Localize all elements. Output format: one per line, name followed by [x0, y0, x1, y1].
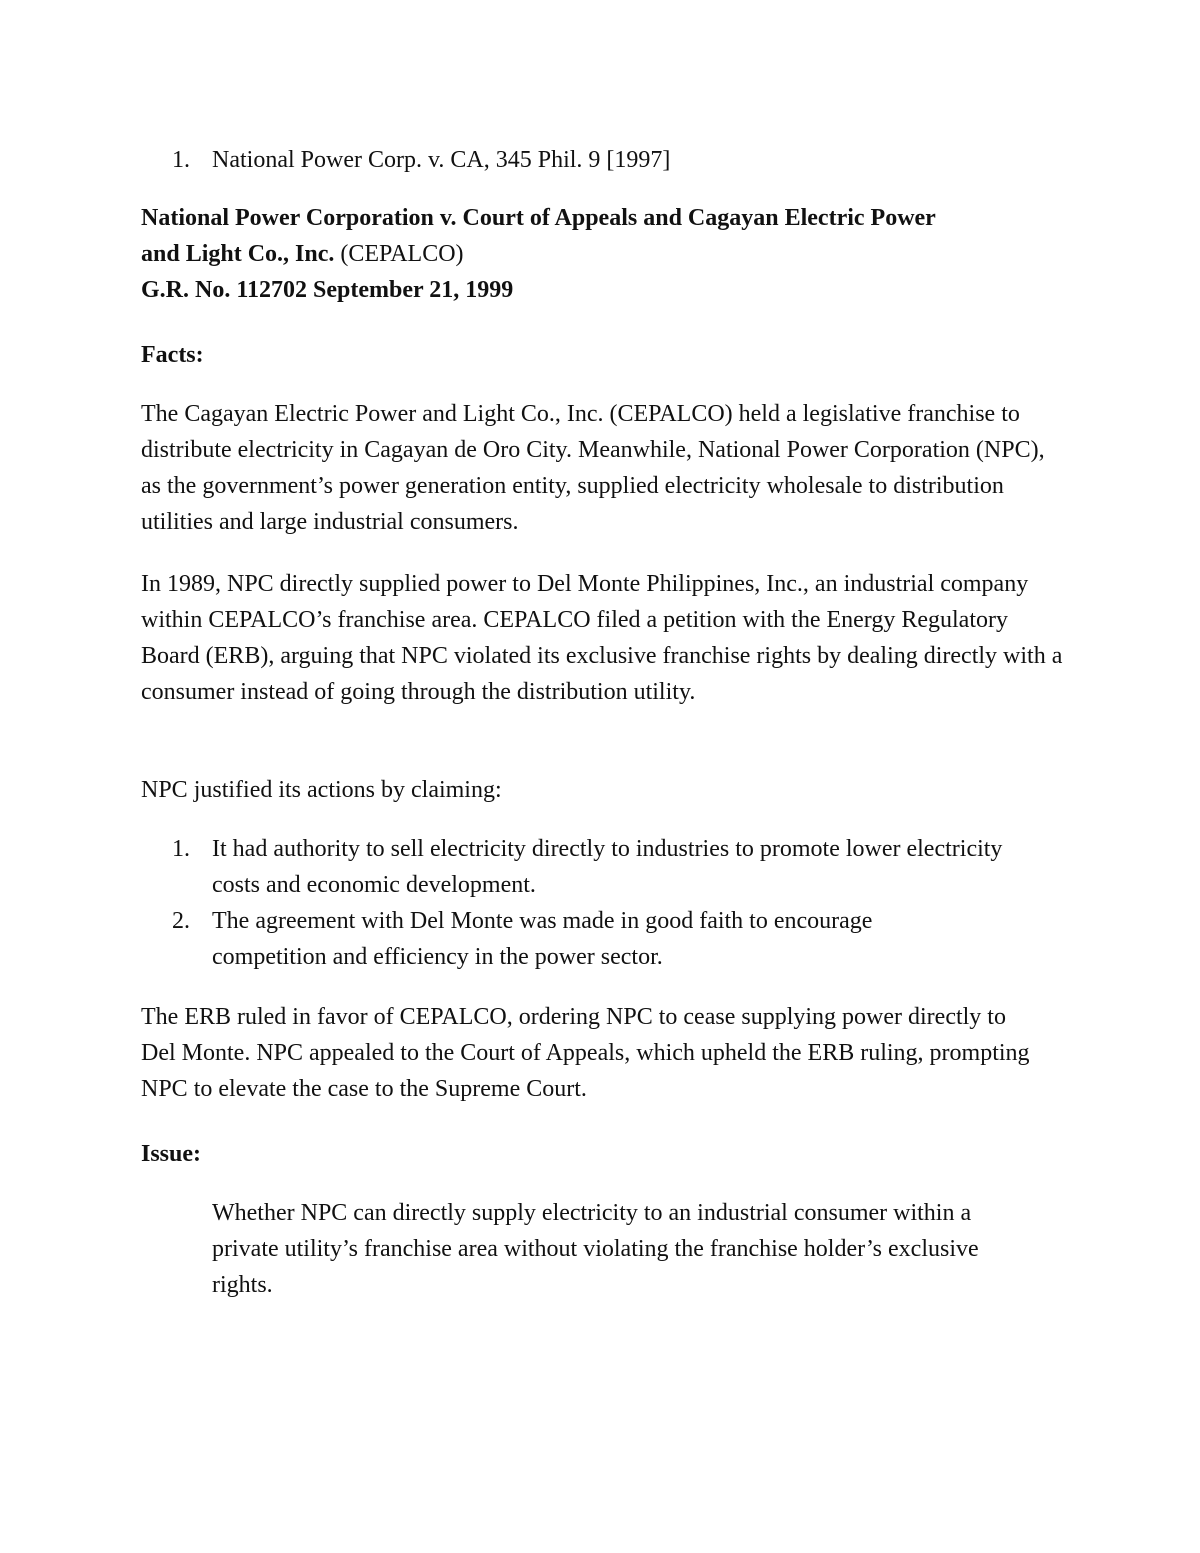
facts-heading: Facts: [141, 342, 204, 368]
list-number: 1. [172, 836, 190, 862]
case-title-line1: National Power Corporation v. Court of Appeals and Cagayan Electric Power [141, 205, 936, 231]
case-title-line2: and Light Co., Inc. (CEPALCO) [141, 241, 464, 267]
issue-text: Whether NPC can directly supply electricity to an industrial consumer within a private utility’s franchise area without violating the franchise holder’s exclusive rights. [212, 1200, 979, 1298]
facts-paragraph-1: The Cagayan Electric Power and Light Co., Inc. (CEPALCO) held a legislative franchise to distribute electricity in Cagayan de Oro City. Meanwhile, National Power Corporation (NPC), as the government’s power generation entity, supplied electricity wholesale to distribution utilities and large industrial consumers. [141, 401, 1045, 535]
issue-heading: Issue: [141, 1141, 202, 1167]
facts-paragraph-2: In 1989, NPC directly supplied power to Del Monte Philippines, Inc., an industrial company within CEPALCO’s franchise area. CEPALCO filed a petition with the Energy Regulatory Board (ERB), arguing that NPC violated its exclusive franchise rights by dealing directly with a consumer instead of going through the distribution utility. [141, 571, 1063, 705]
facts-paragraph-4: The ERB ruled in favor of CEPALCO, ordering NPC to cease supplying power directly to Del Monte. NPC appealed to the Court of Appeals, which upheld the ERB ruling, prompting NPC to elevate the case to the Supreme Court. [141, 1004, 1030, 1102]
citation-text: National Power Corp. v. CA, 345 Phil. 9 [1997] [212, 147, 671, 173]
list-number: 1. [172, 147, 190, 173]
list-number: 2. [172, 908, 190, 934]
case-gr-number: G.R. No. 112702 September 21, 1999 [141, 277, 514, 303]
case-title [141, 200, 1081, 308]
facts-paragraph-3: NPC justified its actions by claiming: [141, 777, 502, 803]
claim-text: The agreement with Del Monte was made in good faith to encourage competition and efficiency in the power sector. [212, 908, 873, 970]
claim-text: It had authority to sell electricity directly to industries to promote lower electricity costs and economic development. [212, 836, 1003, 898]
